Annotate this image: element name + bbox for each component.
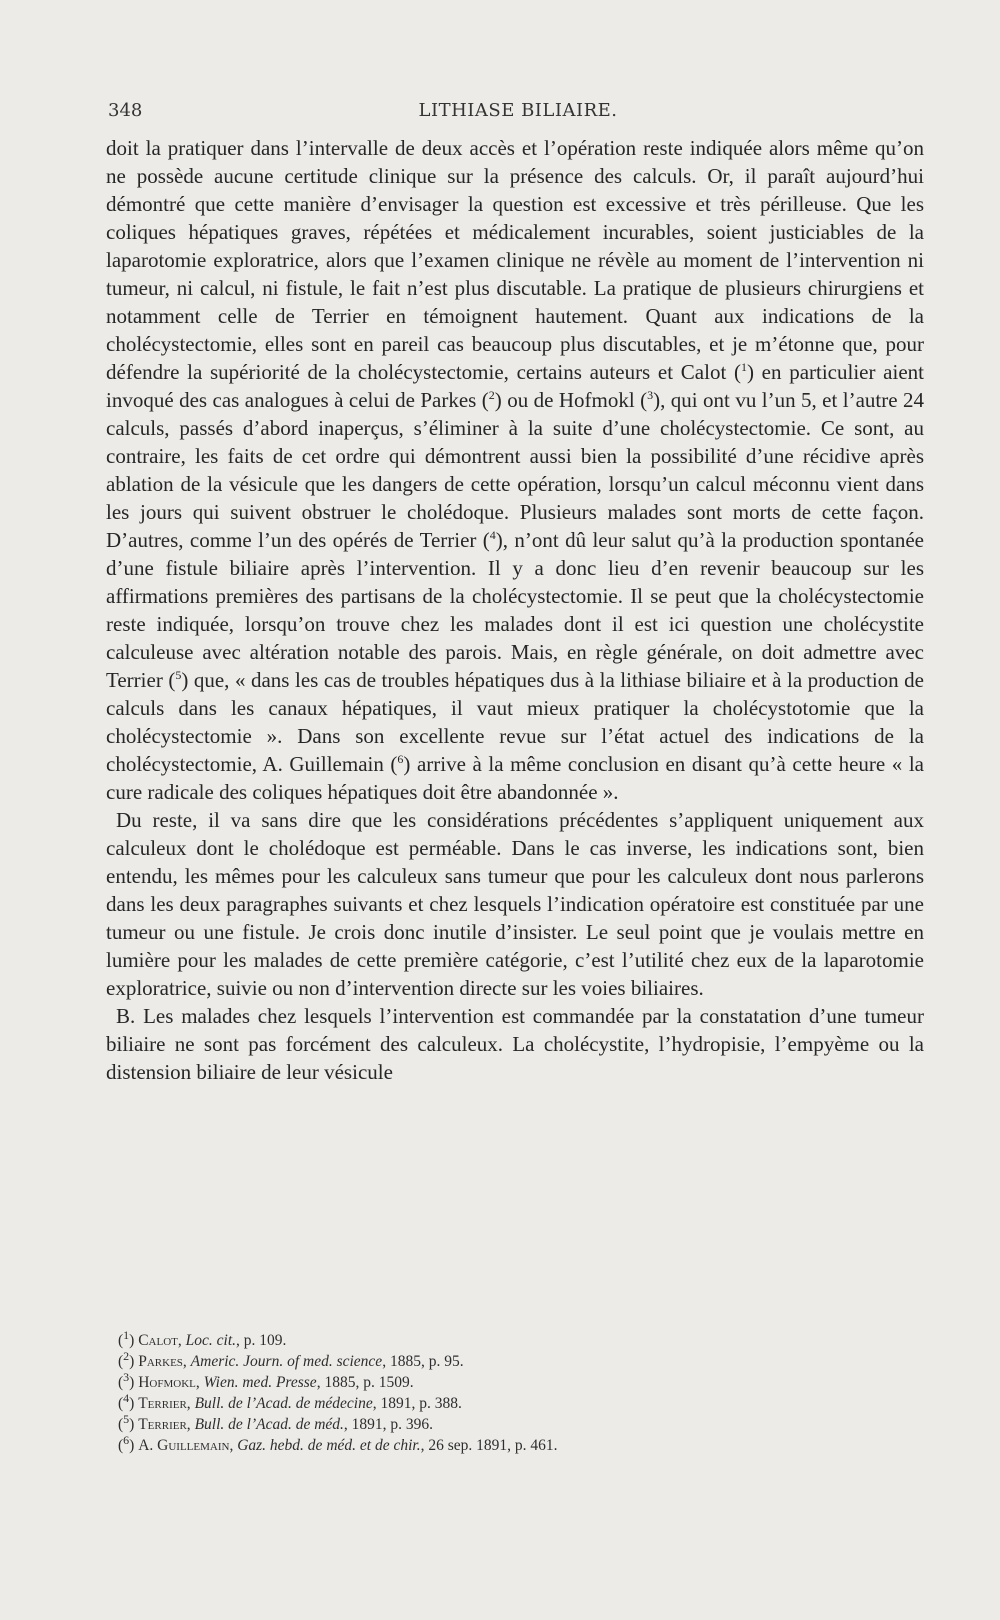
paragraph bbox=[106, 1002, 924, 1086]
text-run: doit la pratiquer dans l’intervalle de deux accès et l’opération reste indiquée alors même qu’on ne possède aucune certitude clinique sur la présence des calculs. Or, il paraît aujourd’hui démontré que cette manière d’envisager la question est excessive et très périlleuse. Que les coliques hépatiques graves, répétées et médicalement incurables, soient justiciables de la laparotomie exploratrice, alors que l’examen clinique ne révèle au moment de l’intervention ni tumeur, ni calcul, ni fistule, le fait n’est plus discutable. La pratique de plusieurs chirurgiens et notamment celle de Terrier en témoignent hautement. Quant aux indications de la cholécystectomie, elles sont en pareil cas beaucoup plus discutables, et je m’étonne que, pour défendre la supériorité de la cholécystectomie, certains auteurs et Calot ( bbox=[106, 136, 924, 384]
page-header bbox=[108, 100, 928, 121]
text-run: Du reste, il va sans dire que les considérations précédentes s’appliquent uniquement aux calculeux dont le cholédoque est perméable. Dans le cas inverse, les indications sont, bien entendu, les mêmes pour les calculeux sans tumeur que pour les calculeux dont nous parlerons dans les deux paragraphes suivants et chez lesquels l’indication opératoire est constituée par une tumeur ou une fistule. Je crois donc inutile d’insister. Le seul point que je voulais mettre en lumière pour les malades de cette première catégorie, c’est l’utilité chez eux de la laparotomie exploratrice, suivie ou non d’intervention directe sur les voies biliaires. bbox=[106, 808, 924, 1000]
footnote-citation: , p. 109. bbox=[236, 1332, 287, 1349]
footnote-author: Parkes, bbox=[138, 1353, 187, 1370]
page-number: 348 bbox=[108, 100, 143, 121]
paragraph bbox=[106, 806, 924, 1002]
footnote-number: 4 bbox=[123, 1390, 130, 1405]
text-run: ), qui ont vu l’un 5, et l’autre 24 calculs, passés d’abord inaperçus, s’éliminer à la suite d’une cholécystectomie. Ce sont, au contraire, les faits de cet ordre qui démontrent aussi bien la possibilité d’une récidive après ablation de la vésicule que les dangers de cette opération, lorsqu’un calcul méconnu vient dans les jours qui suivent obstruer le cholédoque. Plusieurs malades sont morts de cette façon. D’autres, comme l’un des opérés de Terrier ( bbox=[106, 388, 924, 552]
footnote-citation: , 1885, p. 1509. bbox=[316, 1374, 414, 1391]
footnote: ($^4$) Terrier, Bull. de l’Acad. de médecine, 1891, p. 388. bbox=[118, 1390, 462, 1412]
footnote-author: Hofmokl, bbox=[138, 1374, 200, 1391]
footnote-author: Terrier, bbox=[138, 1416, 191, 1433]
footnote: ($^5$) Terrier, Bull. de l’Acad. de méd., 1891, p. 396. bbox=[118, 1411, 434, 1433]
text-run: ) ou de Hofmokl ( bbox=[494, 388, 648, 412]
footnote-author: A. Guillemain, bbox=[138, 1437, 234, 1454]
footnote-number: 3 bbox=[123, 1369, 130, 1384]
footnote: ($^6$) A. Guillemain, Gaz. hebd. de méd. et de chir., 26 sep. 1891, p. 461. bbox=[118, 1432, 558, 1454]
footnote: ($^2$) Parkes, Americ. Journ. of med. science, 1885, p. 95. bbox=[118, 1348, 464, 1370]
footnote-source: Bull. de l’Acad. de méd. bbox=[194, 1416, 344, 1433]
footnote-source: Wien. med. Presse bbox=[203, 1374, 317, 1391]
text-run: B. Les malades chez lesquels l’intervention est commandée par la constatation d’une tumeur biliaire ne sont pas forcément des calculeux. La cholécystite, l’hydropisie, l’empyème ou la distension biliaire de leur vésicule bbox=[106, 1004, 924, 1084]
footnote-citation: , 1891, p. 388. bbox=[372, 1395, 462, 1412]
footnote-citation: , 26 sep. 1891, p. 461. bbox=[420, 1437, 558, 1454]
text-run: ) que, « dans les cas de troubles hépatiques dus à la lithiase biliaire et à la production de calculs dans les canaux hépatiques, il vaut mieux pratiquer la cholécystotomie que la cholécystectomie ». Dans son excellente revue sur l’état actuel des indications de la cholécystectomie, A. Guillemain ( bbox=[106, 668, 925, 776]
paragraph bbox=[106, 134, 924, 806]
body-text bbox=[106, 134, 924, 1086]
footnote: ($^3$) Hofmokl, Wien. med. Presse, 1885, p. 1509. bbox=[118, 1369, 414, 1391]
footnote-ref[interactable]: 4 bbox=[489, 528, 496, 542]
footnote-ref[interactable]: 5 bbox=[175, 668, 182, 682]
footnote-number: 1 bbox=[123, 1327, 130, 1342]
footnote-author: Calot, bbox=[138, 1332, 182, 1349]
text-run: ) arrive à la même conclusion en disant qu’à cette heure « la cure radicale des coliques hépatiques doit être abandonnée ». bbox=[106, 752, 925, 804]
footnote-number: 5 bbox=[123, 1411, 130, 1426]
footnote-citation: , 1885, p. 95. bbox=[382, 1353, 464, 1370]
running-title: LITHIASE BILIAIRE. bbox=[418, 100, 618, 121]
footnote: ($^1$) Calot, Loc. cit., p. 109. bbox=[118, 1327, 287, 1349]
footnote-source: Americ. Journ. of med. science bbox=[190, 1353, 383, 1370]
footnote-source: Loc. cit. bbox=[185, 1332, 237, 1349]
footnote-number: 2 bbox=[123, 1348, 130, 1363]
footnote-source: Gaz. hebd. de méd. et de chir. bbox=[237, 1437, 421, 1454]
text-run: ) en particulier aient invoqué des cas analogues à celui de Parkes ( bbox=[106, 360, 924, 412]
footnotes bbox=[118, 1327, 918, 1456]
footnote-ref[interactable]: 6 bbox=[397, 752, 404, 766]
text-run: ), n’ont dû leur salut qu’à la production spontanée d’une fistule biliaire après l’intervention. Il y a donc lieu d’en revenir beaucoup sur les affirmations premières des partisans de la cholécystectomie. Il se peut que la cholécystectomie reste indiquée, lorsqu’on trouve chez les malades dont il est ici question une cholécystite calculeuse avec altération notable des parois. Mais, en règle générale, on doit admettre avec Terrier ( bbox=[106, 528, 924, 692]
footnote-source: Bull. de l’Acad. de médecine bbox=[194, 1395, 373, 1412]
footnote-ref[interactable]: 3 bbox=[647, 388, 654, 402]
footnote-ref[interactable]: 1 bbox=[740, 360, 747, 374]
footnote-citation: , 1891, p. 396. bbox=[343, 1416, 434, 1433]
footnote-author: Terrier, bbox=[138, 1395, 191, 1412]
footnote-number: 6 bbox=[123, 1432, 130, 1447]
footnote-ref[interactable]: 2 bbox=[488, 388, 495, 402]
